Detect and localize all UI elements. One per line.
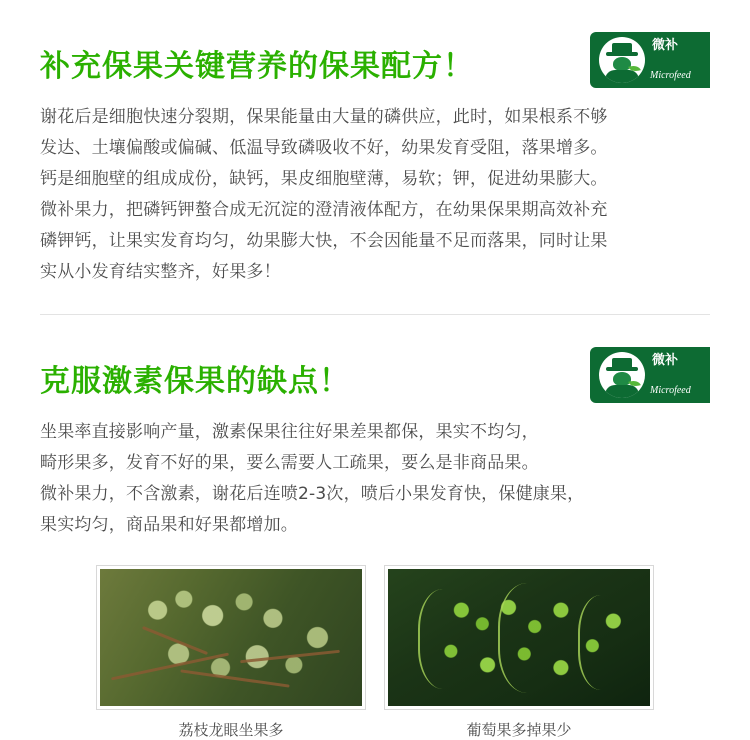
gentleman-leaf-emblem-icon: [599, 37, 645, 83]
lychee-longan-photo-card: [96, 565, 366, 740]
photo-caption: 葡萄果多掉果少: [466, 721, 572, 739]
photo-frame: [96, 565, 366, 710]
section-header: [40, 28, 710, 92]
grape-photo-card: [384, 565, 654, 740]
brand-name-cn: 微补: [652, 38, 679, 53]
section-hormone-drawbacks: [0, 315, 750, 740]
section-body-text: [40, 417, 710, 541]
photo-gallery: [40, 565, 710, 740]
body-line: 实从小发育结实整齐，好果多！: [40, 262, 281, 282]
section-body-text: [40, 102, 710, 288]
brand-name-en: Microfeed: [650, 70, 691, 81]
body-line: 微补果力，不含激素，谢花后连喷2-3次，喷后小果发育快，保健康果，: [40, 484, 585, 504]
section-title: 补充保果关键营养的保果配方！: [40, 49, 474, 84]
gentleman-leaf-emblem-icon: [599, 352, 645, 398]
body-line: 谢花后是细胞快速分裂期，保果能量由大量的磷供应，此时，如果根系不够: [40, 107, 608, 127]
body-line: 发达、土壤偏酸或偏碱、低温导致磷吸收不好，幼果发育受阻，落果增多。: [40, 138, 608, 158]
body-line: 坐果率直接影响产量，激素保果往往好果差果都保，果实不均匀，: [40, 422, 539, 442]
section-title: 克服激素保果的缺点！: [40, 364, 350, 399]
brand-name-cn: 微补: [652, 353, 679, 368]
brand-logo-badge: [590, 32, 710, 88]
body-line: 磷钾钙，让果实发育均匀，幼果膨大快，不会因能量不足而落果，同时让果: [40, 231, 608, 251]
section-header: [40, 343, 710, 407]
grape-photo: [388, 569, 650, 706]
section-nutrition-formula: [0, 0, 750, 288]
body-line: 畸形果多，发育不好的果，要么需要人工疏果，要么是非商品果。: [40, 453, 539, 473]
body-line: 钙是细胞壁的组成成份，缺钙，果皮细胞壁薄，易软；钾，促进幼果膨大。: [40, 169, 608, 189]
brand-name-en: Microfeed: [650, 385, 691, 396]
body-line: 微补果力，把磷钙钾螯合成无沉淀的澄清液体配方，在幼果保果期高效补充: [40, 200, 608, 220]
brand-logo-badge: [590, 347, 710, 403]
lychee-longan-photo: [100, 569, 362, 706]
photo-frame: [384, 565, 654, 710]
photo-caption: 荔枝龙眼坐果多: [178, 721, 284, 739]
body-line: 果实均匀，商品果和好果都增加。: [40, 515, 298, 535]
